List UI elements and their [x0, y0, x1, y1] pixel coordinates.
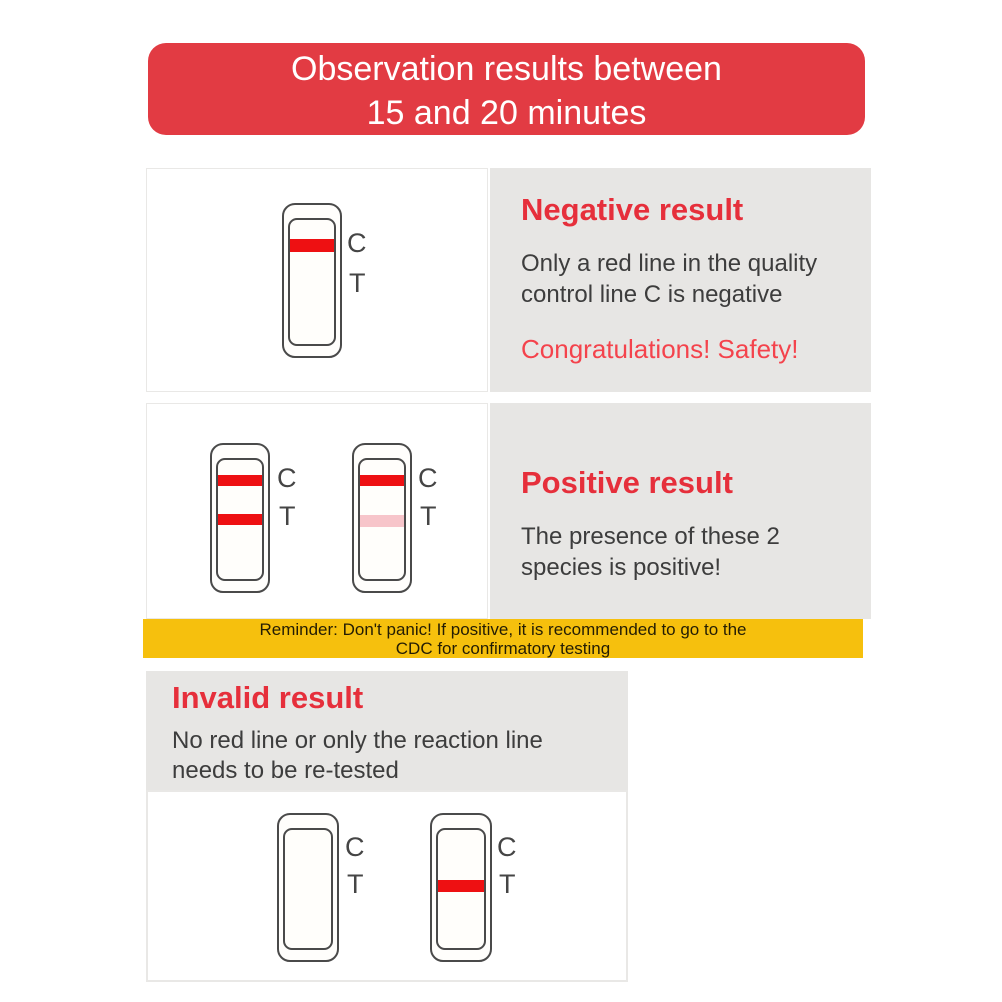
- invalid-test-cassette-blank: [277, 813, 339, 962]
- positive-illustration-panel: [146, 403, 488, 619]
- control-line: [360, 475, 404, 486]
- cassette-window: [216, 458, 264, 581]
- control-line: [290, 239, 334, 252]
- test-line-label: T: [420, 501, 437, 531]
- negative-note: Congratulations! Safety!: [521, 334, 799, 364]
- invalid-test-cassette-testline-only: [430, 813, 492, 962]
- control-line: [218, 475, 262, 486]
- negative-title: Negative result: [521, 192, 744, 227]
- test-line: [438, 880, 484, 892]
- control-line-label: C: [418, 463, 438, 493]
- test-line-label: T: [347, 869, 364, 899]
- invalid-illustration-panel: [146, 790, 628, 982]
- negative-test-cassette: [282, 203, 342, 358]
- negative-body-line2: control line C is negative: [521, 281, 783, 308]
- control-line-label: C: [345, 832, 365, 862]
- reminder-line2: CDC for confirmatory testing: [395, 638, 611, 658]
- header-banner: [148, 43, 865, 135]
- header-title-line1: Observation results between: [291, 50, 722, 88]
- positive-body: [521, 521, 780, 583]
- positive-body-line2: species is positive!: [521, 554, 722, 581]
- control-line-label: C: [347, 228, 367, 258]
- cassette-window: [436, 828, 486, 950]
- cassette-window: [288, 218, 336, 346]
- positive-body-line1: The presence of these 2: [521, 523, 780, 550]
- positive-test-cassette-strong: [210, 443, 270, 593]
- cassette-window: [358, 458, 406, 581]
- invalid-title: Invalid result: [172, 680, 364, 715]
- negative-body-line1: Only a red line in the quality: [521, 250, 818, 277]
- cassette-window: [283, 828, 333, 950]
- positive-test-cassette-faint: [352, 443, 412, 593]
- control-line-label: C: [277, 463, 297, 493]
- test-line-label: T: [499, 869, 516, 899]
- invalid-body: [172, 726, 543, 786]
- header-title-line2: 15 and 20 minutes: [366, 94, 647, 132]
- test-line: [218, 514, 262, 525]
- negative-body: [521, 248, 817, 310]
- reminder-line1: Reminder: Don't panic! If positive, it is recommended to go to the: [259, 619, 747, 639]
- positive-title: Positive result: [521, 465, 733, 500]
- test-line-label: T: [279, 501, 296, 531]
- test-line-label: T: [349, 268, 366, 298]
- control-line-label: C: [497, 832, 517, 862]
- reminder-banner: [143, 619, 863, 658]
- invalid-body-line1: No red line or only the reaction line: [172, 727, 543, 754]
- faint-test-line: [360, 515, 404, 527]
- invalid-body-line2: needs to be re-tested: [172, 757, 399, 784]
- positive-description-panel: [490, 403, 871, 619]
